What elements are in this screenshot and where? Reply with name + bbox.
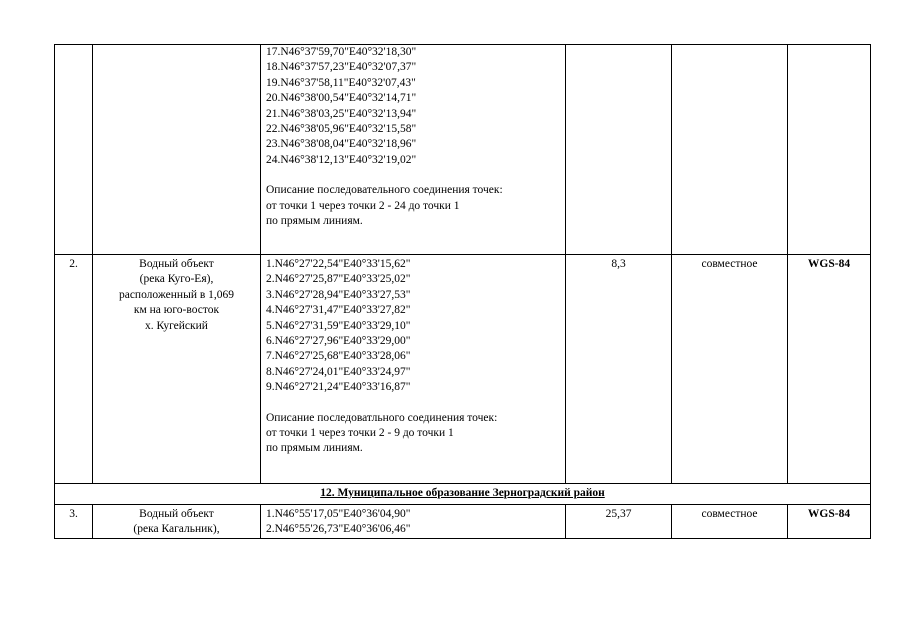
coordinates-cell bbox=[261, 255, 566, 484]
coordinate-system bbox=[788, 45, 871, 255]
row-number: 2. bbox=[55, 255, 93, 484]
object-name: Водный объект (река Кагальник), bbox=[93, 505, 261, 539]
coordinate-point: 21.N46°38'03,25"E40°32'13,94" bbox=[266, 107, 417, 120]
coordinate-system: WGS-84 bbox=[788, 255, 871, 484]
water-objects-table bbox=[54, 44, 871, 539]
coordinate-point: 18.N46°37'57,23"E40°32'07,37" bbox=[266, 61, 417, 74]
coordinate-point: 17.N46°37'59,70"E40°32'18,30" bbox=[266, 46, 417, 58]
section-title: 12. Муниципальное образование Зерноградский район bbox=[55, 484, 871, 505]
table-row bbox=[55, 505, 871, 539]
coordinate-point: 1.N46°55'17,05"E40°36'04,90" bbox=[266, 508, 411, 520]
coordinate-point: 5.N46°27'31,59"E40°33'29,10" bbox=[266, 319, 411, 332]
coordinate-point: 3.N46°27'28,94"E40°33'27,53" bbox=[266, 288, 411, 301]
object-name bbox=[93, 45, 261, 255]
coordinate-point: 19.N46°37'58,11"E40°32'07,43" bbox=[266, 76, 416, 89]
section-header-row bbox=[55, 484, 871, 505]
row-number: 3. bbox=[55, 505, 93, 539]
coordinate-point: 4.N46°27'31,47"E40°33'27,82" bbox=[266, 304, 411, 317]
area-value bbox=[566, 45, 672, 255]
object-name: Водный объект (река Куго-Ея), расположенный в 1,069 км на юго-восток х. Кугейский bbox=[93, 255, 261, 484]
coordinate-point: 2.N46°55'26,73"E40°36'06,46" bbox=[266, 523, 411, 536]
row-number bbox=[55, 45, 93, 255]
coordinate-point: 7.N46°27'25,68"E40°33'28,06" bbox=[266, 350, 411, 363]
coordinate-system: WGS-84 bbox=[788, 505, 871, 539]
area-value: 8,3 bbox=[566, 255, 672, 484]
coordinate-point: 9.N46°27'21,24"E40°33'16,87" bbox=[266, 381, 411, 394]
coordinate-point: 1.N46°27'22,54"E40°33'15,62" bbox=[266, 258, 411, 270]
coordinate-point: 23.N46°38'08,04"E40°32'18,96" bbox=[266, 138, 417, 151]
table-row bbox=[55, 45, 871, 255]
coordinate-point: 2.N46°27'25,87"E40°33'25,02" bbox=[266, 273, 411, 286]
table-row bbox=[55, 255, 871, 484]
use-type: совместное bbox=[672, 505, 788, 539]
coordinate-point: 6.N46°27'27,96"E40°33'29,00" bbox=[266, 335, 411, 348]
connection-description: Описание последоватльного соединения точек: от точки 1 через точки 2 - 9 до точки 1 по прямым линиям. bbox=[266, 411, 498, 455]
coordinate-point: 20.N46°38'00,54"E40°32'14,71" bbox=[266, 92, 417, 105]
use-type: совместное bbox=[672, 255, 788, 484]
connection-description: Описание последовательного соединения точек: от точки 1 через точки 2 - 24 до точки 1 по прямым линиям. bbox=[266, 184, 503, 228]
coordinate-point: 22.N46°38'05,96"E40°32'15,58" bbox=[266, 123, 417, 136]
use-type bbox=[672, 45, 788, 255]
coordinate-point: 24.N46°38'12,13"E40°32'19,02" bbox=[266, 153, 417, 166]
coordinates-cell bbox=[261, 45, 566, 255]
area-value: 25,37 bbox=[566, 505, 672, 539]
coordinate-point: 8.N46°27'24,01"E40°33'24,97" bbox=[266, 365, 411, 378]
coordinates-cell bbox=[261, 505, 566, 539]
